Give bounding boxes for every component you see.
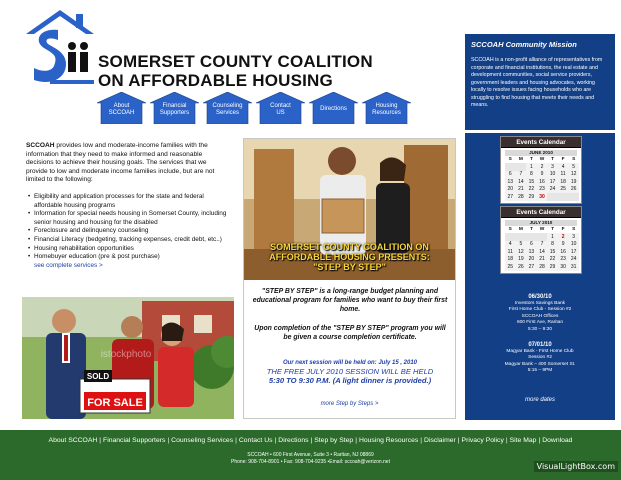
calendar-day[interactable]: 6 <box>505 171 516 179</box>
calendar-day[interactable]: 8 <box>547 241 558 249</box>
list-item: • Foreclosure and delinquency counseling <box>28 227 230 236</box>
weekday-label: T <box>551 157 554 162</box>
nav-financial-line2: Supporters <box>159 110 190 116</box>
calendar-day[interactable]: 2 <box>558 233 569 241</box>
footer-links <box>0 437 621 444</box>
footer-link-housing-resources[interactable]: Housing Resources <box>358 437 419 444</box>
calendar-day[interactable]: 19 <box>568 178 579 186</box>
footer-link-download[interactable]: Download <box>542 437 573 444</box>
footer-link-directions[interactable]: Directions <box>278 437 309 444</box>
calendar-week <box>505 178 579 186</box>
footer-separator: | <box>538 437 541 444</box>
calendar-day[interactable]: 7 <box>516 171 527 179</box>
calendar-day <box>516 163 527 171</box>
weekday-label: W <box>539 227 545 232</box>
list-item: • Financial Literacy (bedgeting, tracking expenses, credit debt, etc..) <box>28 236 230 245</box>
event-date: 07/01/10 <box>528 342 552 349</box>
weekday-label: S <box>508 157 512 162</box>
nav-counseling-line1: Counseling <box>212 103 243 109</box>
calendar-day <box>537 233 548 241</box>
events-list <box>465 293 615 383</box>
calendar-day[interactable]: 16 <box>537 178 548 186</box>
footer-link-disclaimer[interactable]: Disclaimer <box>424 437 456 444</box>
intro-text <box>26 142 230 185</box>
calendar-day[interactable]: 26 <box>568 186 579 194</box>
calendar-day[interactable]: 21 <box>537 256 548 264</box>
weekday-label: T <box>529 227 533 232</box>
weekday-label: W <box>539 157 545 162</box>
weekday-label: S <box>572 157 576 162</box>
calendar-day <box>558 193 569 201</box>
mission-title: SCCOAH Community Mission <box>471 40 577 49</box>
calendar-day[interactable]: 30 <box>537 193 548 201</box>
calendar-day[interactable]: 11 <box>505 248 516 256</box>
footer-separator: | <box>274 437 277 444</box>
stock-watermark: istockphoto <box>100 349 152 360</box>
program-description: "STEP BY STEP" is a long-range budget planning and educational program for families who want to buy their first home. <box>252 288 448 313</box>
calendar-day[interactable]: 10 <box>547 171 558 179</box>
calendar-day[interactable]: 18 <box>505 256 516 264</box>
calendar-day[interactable]: 27 <box>526 263 537 271</box>
more-step-by-steps-link[interactable]: more Step by Steps > <box>320 401 379 407</box>
calendar-day[interactable]: 23 <box>537 186 548 194</box>
event-line: 5:15 – 9PM <box>527 368 553 374</box>
calendar-day[interactable]: 28 <box>516 193 527 201</box>
weekday-label: M <box>518 227 523 232</box>
nav-contact-line1: Contact <box>270 103 291 109</box>
event-line: First Home Club - Session #2 <box>508 307 572 313</box>
calendar-week <box>505 256 579 264</box>
see-complete-services-link[interactable]: see complete services > <box>34 261 103 269</box>
calendar-day[interactable]: 28 <box>537 263 548 271</box>
calendar-day[interactable]: 23 <box>558 256 569 264</box>
calendar-day[interactable]: 4 <box>505 241 516 249</box>
calendar-week <box>505 233 579 241</box>
calendar-header: Events Calendar <box>501 207 581 218</box>
weekday-label: S <box>508 227 512 232</box>
nav-housing-line2: Resources <box>372 110 401 116</box>
calendar-day[interactable]: 13 <box>526 248 537 256</box>
calendar-header: Events Calendar <box>501 137 581 148</box>
nav-directions-line1: Directions <box>320 106 347 112</box>
calendar-day <box>505 163 516 171</box>
calendar-day[interactable]: 3 <box>568 233 579 241</box>
calendar-day[interactable]: 22 <box>526 186 537 194</box>
list-item: • Housing rehabilitation opportunities <box>28 245 230 254</box>
mission-text: SCCOAH is a non-profit alliance of representatives from corporate and financial institutions, the real estate and development communities, social service providers, government leaders and housing advocates, working locally to resolve issues facing households who are struggling to find housing that meets their needs and means. <box>471 57 603 108</box>
calendar-day[interactable]: 5 <box>568 163 579 171</box>
events-panel <box>465 133 615 420</box>
footer-separator: | <box>457 437 460 444</box>
calendar-month: JULY 2010 <box>505 220 577 226</box>
event-line: Magyar Bank - First Home Club <box>506 349 574 355</box>
calendar-day[interactable]: 16 <box>558 248 569 256</box>
footer-separator: | <box>310 437 313 444</box>
calendar-day[interactable]: 24 <box>547 186 558 194</box>
nav-about[interactable] <box>97 92 146 124</box>
calendar-day <box>505 233 516 241</box>
calendar-day[interactable]: 2 <box>537 163 548 171</box>
nav-about-line2: SCCOAH <box>108 110 135 116</box>
calendar-day[interactable]: 26 <box>516 263 527 271</box>
calendar-day[interactable]: 25 <box>558 186 569 194</box>
footer-contact: Phone: 908-704-8901 • Fax: 908-704-9235 •Email: sccoah@verizon.net <box>231 459 390 465</box>
session-time-text: 5:30 TO 9:30 P.M. (A light dinner is provided.) <box>268 376 432 386</box>
calendar-day[interactable]: 5 <box>516 241 527 249</box>
event-item <box>465 341 615 375</box>
calendar-grid <box>505 156 579 201</box>
calendar-day[interactable]: 10 <box>568 241 579 249</box>
nav-financial-supporters[interactable] <box>150 92 199 124</box>
calendar-week <box>505 171 579 179</box>
footer-separator: | <box>505 437 508 444</box>
calendar-grid <box>505 226 579 271</box>
weekday-label: T <box>551 227 554 232</box>
intro-org: SCCOAH <box>26 142 55 149</box>
events-calendar-july <box>500 206 582 274</box>
calendar-day[interactable]: 14 <box>537 248 548 256</box>
event-line: Session #2 <box>528 355 552 361</box>
intro-body: provides low and moderate-income families with the information that they need to make informed and reasonable decisions to achieve their housing goals. The services that we provide to low and moderate income families include, but are not limited to the following: <box>26 142 215 184</box>
nav-counseling-services[interactable] <box>203 92 252 124</box>
calendar-day[interactable]: 8 <box>526 171 537 179</box>
footer-separator: | <box>355 437 357 444</box>
visual-lightbox-watermark: VisualLightBox.com <box>534 461 618 472</box>
program-certificate-text: Upon completion of the "STEP BY STEP" program you will be given a course completion certificate. <box>254 325 446 341</box>
calendar-month: JUNE 2010 <box>505 150 577 156</box>
list-item: • Homebuyer education (pre & post purchase) <box>28 253 230 262</box>
calendar-day[interactable]: 1 <box>547 233 558 241</box>
footer-separator: | <box>167 437 170 444</box>
footer-link-contact-us[interactable]: Contact Us <box>238 437 273 444</box>
headline-line3: "STEP BY STEP" <box>313 262 386 272</box>
calendar-day[interactable]: 13 <box>505 178 516 186</box>
calendar-week <box>505 248 579 256</box>
nav-housing-resources[interactable] <box>362 92 411 124</box>
calendar-day[interactable]: 15 <box>547 248 558 256</box>
event-line: 600 First Ave, Raritan <box>516 320 564 326</box>
calendar-day <box>568 193 579 201</box>
calendar-week <box>505 163 579 171</box>
nav-directions[interactable] <box>309 92 358 124</box>
calendar-day[interactable]: 19 <box>516 256 527 264</box>
calendar-week <box>505 186 579 194</box>
footer-link-about-sccoah[interactable]: About SCCOAH <box>48 437 98 444</box>
calendar-day[interactable]: 3 <box>547 163 558 171</box>
headline-line2: AFFORDABLE HOUSING PRESENTS: <box>269 252 430 262</box>
next-session-info <box>250 359 450 386</box>
footer-link-privacy-policy[interactable]: Privacy Policy <box>461 437 504 444</box>
calendar-day[interactable]: 29 <box>526 193 537 201</box>
family-sold-photo <box>22 297 234 419</box>
org-title-line2: ON AFFORDABLE HOUSING <box>98 71 333 90</box>
event-item <box>465 293 615 333</box>
more-dates-link[interactable]: more dates <box>524 397 555 403</box>
calendar-day[interactable]: 7 <box>537 241 548 249</box>
calendar-day[interactable]: 15 <box>526 178 537 186</box>
footer <box>0 430 621 480</box>
logo <box>24 8 98 86</box>
calendar-day[interactable]: 24 <box>568 256 579 264</box>
event-date: 06/30/10 <box>528 294 552 300</box>
calendar-day[interactable]: 12 <box>568 171 579 179</box>
calendar-day[interactable]: 4 <box>558 163 569 171</box>
footer-link-step-by-step[interactable]: Step by Step <box>314 437 354 444</box>
org-title <box>98 52 373 90</box>
event-line: 5:30 – 9:30 <box>527 326 552 332</box>
free-session-text: THE FREE JULY 2010 SESSION WILL BE HELD <box>266 367 434 376</box>
weekday-label: F <box>561 157 565 162</box>
calendar-day[interactable]: 17 <box>568 248 579 256</box>
calendar-day <box>516 233 527 241</box>
mission-panel <box>465 34 615 130</box>
nav-about-line1: About <box>113 103 130 109</box>
calendar-day[interactable]: 17 <box>547 178 558 186</box>
footer-separator: | <box>420 437 423 444</box>
calendar-day[interactable]: 22 <box>547 256 558 264</box>
calendar-day[interactable]: 14 <box>516 178 527 186</box>
calendar-day[interactable]: 21 <box>516 186 527 194</box>
weekday-label: M <box>518 157 523 162</box>
nav-counseling-line2: Services <box>215 110 239 116</box>
list-item: • Information for special needs housing in Somerset County, including senior housing and housing for the disabled <box>28 210 230 227</box>
step-by-step-section <box>243 138 456 419</box>
calendar-day[interactable]: 12 <box>516 248 527 256</box>
list-item: • Eligibility and application processes for the state and federal affordable housing programs <box>28 193 230 210</box>
calendar-day[interactable]: 30 <box>558 263 569 271</box>
calendar-day[interactable]: 31 <box>568 263 579 271</box>
calendar-week <box>505 241 579 249</box>
step-by-step-headline <box>244 242 455 272</box>
for-sale-sign-text: FOR SALE <box>87 397 143 409</box>
footer-separator: | <box>99 437 102 444</box>
nav-contact-us[interactable] <box>256 92 305 124</box>
footer-link-financial-supporters[interactable]: Financial Supporters <box>103 437 166 444</box>
calendar-day <box>547 193 558 201</box>
sold-sign-text: SOLD <box>86 372 110 381</box>
event-line: Investors Savings Bank <box>514 301 566 306</box>
next-session-date: Our next session will be held on: July 15 , 2010 <box>282 360 418 366</box>
events-calendar-june <box>500 136 582 204</box>
footer-separator: | <box>235 437 237 444</box>
org-title-line1: SOMERSET COUNTY COALITION <box>98 52 373 71</box>
weekday-label: F <box>561 227 565 232</box>
calendar-day[interactable]: 25 <box>505 263 516 271</box>
calendar-day[interactable]: 27 <box>505 193 516 201</box>
footer-link-site-map[interactable]: Site Map <box>509 437 537 444</box>
calendar-day <box>526 233 537 241</box>
calendar-week <box>505 263 579 271</box>
footer-link-counseling-services[interactable]: Counseling Services <box>171 437 234 444</box>
footer-address: SCCOAH • 600 First Avenue, Suite 3 • Raritan, NJ 08869 <box>247 452 374 458</box>
weekday-label: T <box>529 157 533 162</box>
services-list <box>28 193 230 262</box>
calendar-day[interactable]: 18 <box>558 178 569 186</box>
calendar-day[interactable]: 20 <box>505 186 516 194</box>
calendar-day[interactable]: 6 <box>526 241 537 249</box>
main-nav <box>97 92 457 124</box>
event-line: SCCOAH Offices <box>521 313 559 319</box>
weekday-label: S <box>572 227 576 232</box>
nav-contact-line2: US <box>276 110 285 116</box>
calendar-week <box>505 193 579 201</box>
nav-financial-line1: Financial <box>162 103 187 109</box>
event-line: Magyar Bank – 400 Somerset St. <box>504 361 576 367</box>
headline-line1: SOMERSET COUNTY COALITION ON <box>270 242 429 252</box>
calendar-day[interactable]: 1 <box>526 163 537 171</box>
calendar-day[interactable]: 11 <box>558 171 569 179</box>
calendar-day[interactable]: 20 <box>526 256 537 264</box>
calendar-day[interactable]: 9 <box>537 171 548 179</box>
calendar-day[interactable]: 29 <box>547 263 558 271</box>
calendar-day[interactable]: 9 <box>558 241 569 249</box>
nav-housing-line1: Housing <box>375 103 398 109</box>
